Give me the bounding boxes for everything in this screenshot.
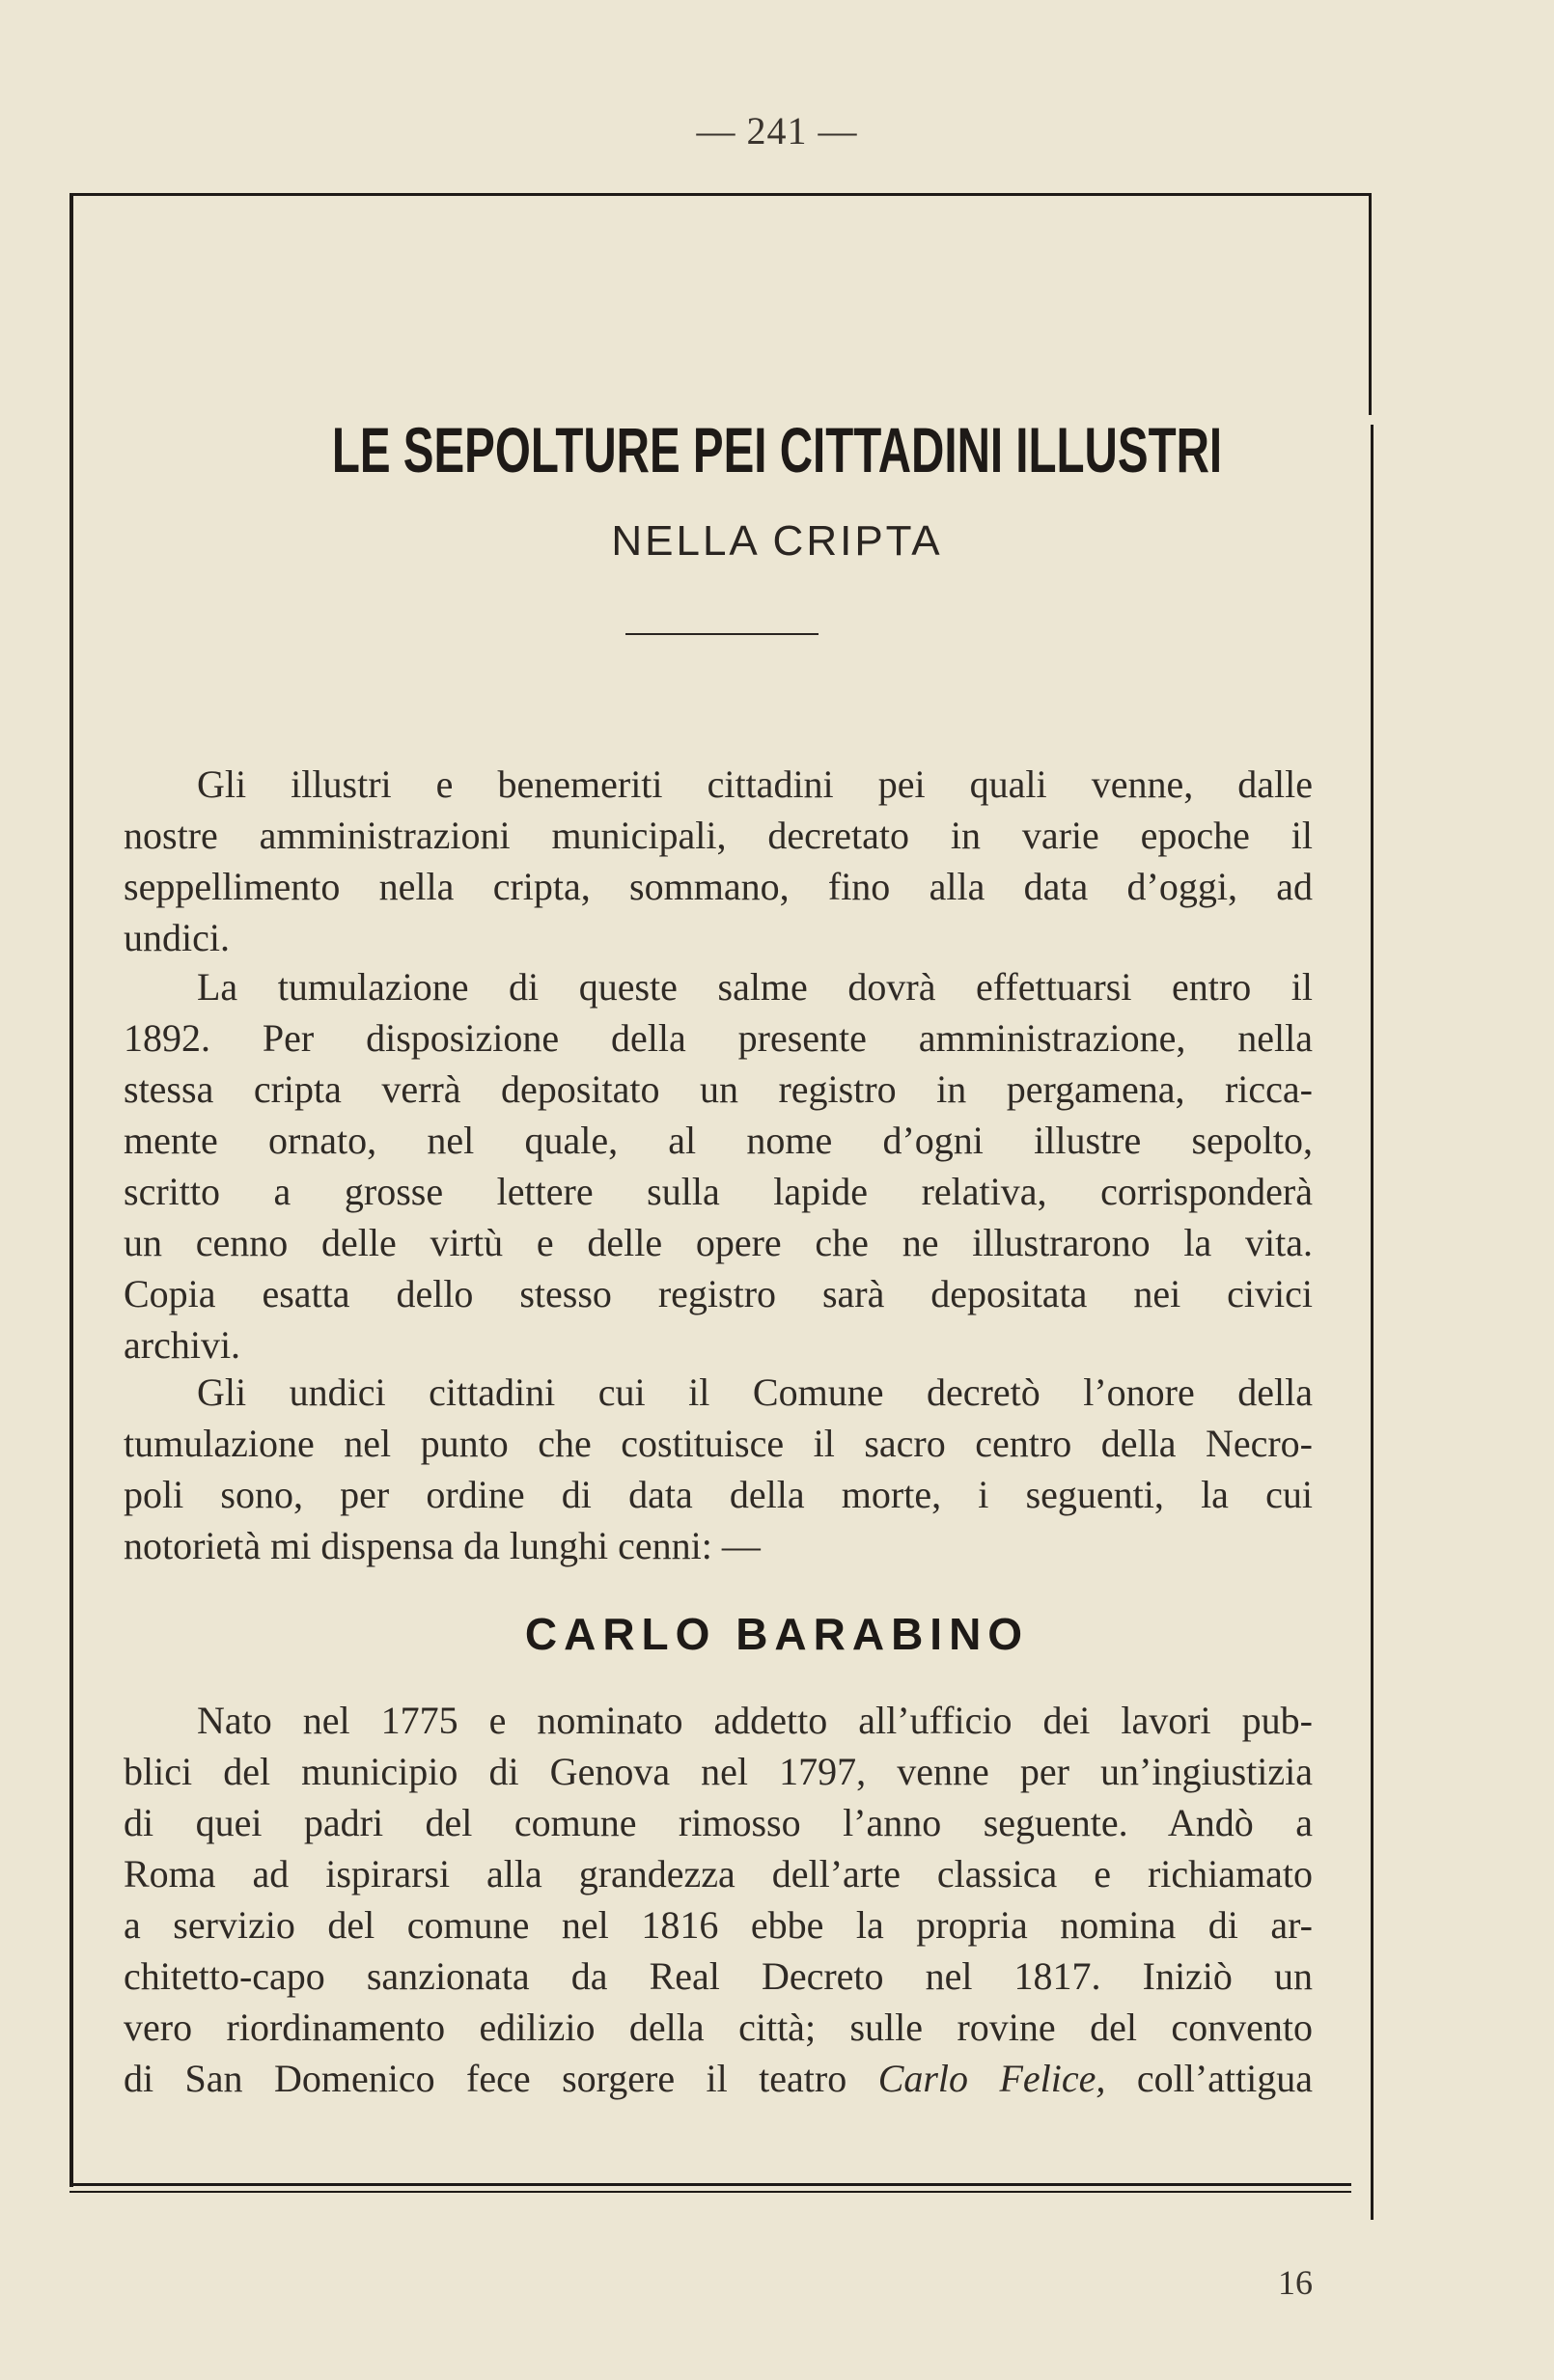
frame-right-rule-upper (1369, 193, 1372, 415)
text-segment: coll’attigua (1105, 2057, 1314, 2100)
text-line: tumulazione nel punto che costituisce il sacro centro della Necro- (124, 1422, 1313, 1465)
text-line: La tumulazione di queste salme dovrà effettuarsi entro il (197, 965, 1313, 1009)
italic-title: Carlo Felice, (877, 2057, 1106, 2100)
frame-top-rule (69, 193, 1371, 196)
text-segment: di San Domenico fece sorgere il teatro (124, 2057, 878, 2100)
text-line: Gli undici cittadini cui il Comune decretò l’onore della (197, 1370, 1313, 1414)
text-line: Nato nel 1775 e nominato addetto all’ufficio dei lavori pub- (197, 1699, 1313, 1742)
text-line: mente ornato, nel quale, al nome d’ogni illustre sepolto, (124, 1119, 1313, 1162)
text-line: stessa cripta verrà depositato un registro in pergamena, ricca- (124, 1067, 1313, 1111)
text-line: blici del municipio di Genova nel 1797, venne per un’ingiustizia (124, 1750, 1313, 1793)
frame-right-rule-lower (1371, 425, 1374, 2220)
title-divider (625, 633, 819, 635)
section-paragraph (124, 1695, 1313, 2104)
chapter-title: LE SEPOLTURE PEI CITTADINI ILLUSTRI (331, 414, 1223, 485)
paragraph-2 (124, 961, 1313, 1370)
section-heading: CARLO BARABINO (524, 1609, 1030, 1659)
text-line: nostre amministrazioni municipali, decretato in varie epoche il (124, 814, 1313, 857)
text-line: di quei padri del comune rimosso l’anno seguente. Andò a (124, 1801, 1313, 1844)
text-line: Roma ad ispirarsi alla grandezza dell’arte classica e richiamato (124, 1852, 1313, 1896)
text-line: Gli illustri e benemeriti cittadini pei quali venne, dalle (197, 762, 1313, 806)
text-line: seppellimento nella cripta, sommano, fino alla data d’oggi, ad (124, 865, 1313, 908)
chapter-subtitle: NELLA CRIPTA (611, 517, 943, 565)
text-line: chitetto-capo sanzionata da Real Decreto nel 1817. Iniziò un (124, 1954, 1313, 1998)
text-line: vero riordinamento edilizio della città; sulle rovine del convento (124, 2006, 1313, 2049)
paragraph-1 (124, 759, 1313, 963)
signature-mark: 16 (1278, 2263, 1313, 2302)
text-line: undici. (124, 916, 230, 959)
text-line: scritto a grosse lettere sulla lapide relativa, corrisponderà (124, 1170, 1313, 1213)
text-line (124, 2053, 1313, 2104)
text-line: archivi. (124, 1323, 241, 1367)
page-number: — 241 — (696, 109, 858, 152)
frame-left-rule (69, 193, 73, 2187)
text-line: Copia esatta dello stesso registro sarà depositata nei civici (124, 1272, 1313, 1315)
text-line: 1892. Per disposizione della presente amministrazione, nella (124, 1016, 1313, 1060)
text-line: un cenno delle virtù e delle opere che ne illustrarono la vita. (124, 1221, 1313, 1264)
paragraph-3 (124, 1367, 1313, 1571)
frame-bottom-rule (69, 2183, 1351, 2186)
text-line: notorietà mi dispensa da lunghi cenni: — (124, 1524, 761, 1567)
text-line: poli sono, per ordine di data della morte, i seguenti, la cui (124, 1473, 1313, 1516)
frame-bottom-rule-double (69, 2191, 1351, 2193)
text-line: a servizio del comune nel 1816 ebbe la propria nomina di ar- (124, 1903, 1313, 1947)
